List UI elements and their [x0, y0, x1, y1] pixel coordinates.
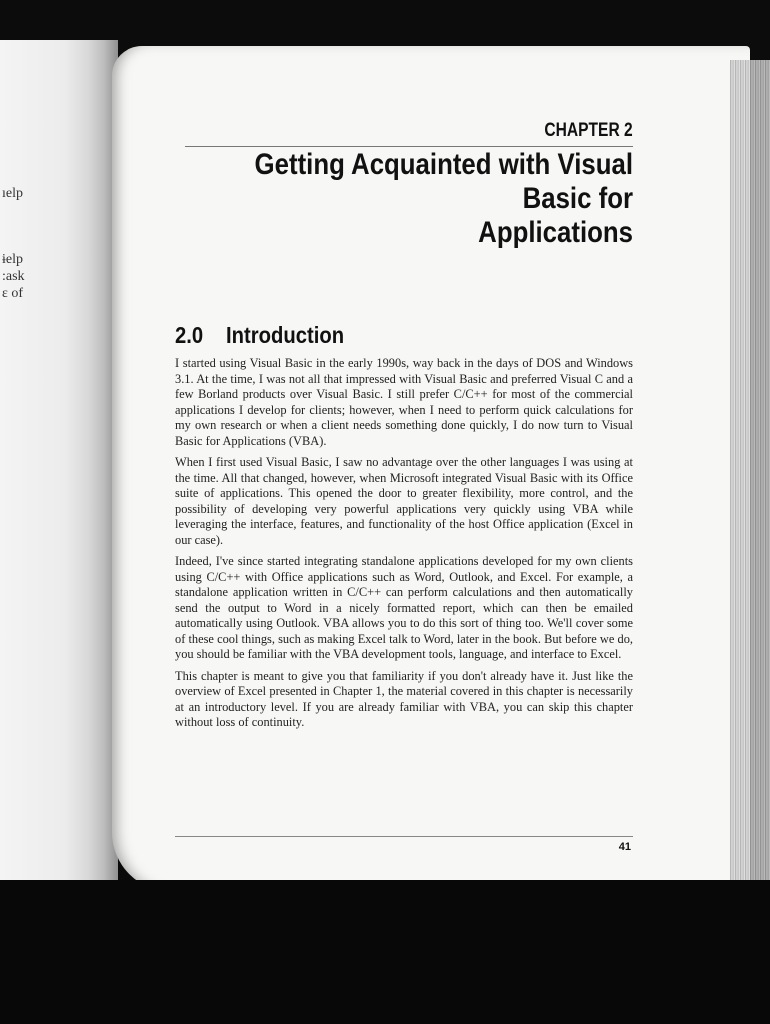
paragraph: Indeed, I've since started integrating standalone applications developed for my own clients using C/C++ with Office applications such as Word, Outlook, and Excel. For example, a standalone application written in C/C++ can perform calculations and then automatically send the output to Word in a nicely formatted report, which can then be emailed automatically using Outlook. VBA allows you to do this sort of thing too. We'll cover some of these cool things, such as making Excel talk to Word, later in the book. But before we do, you should be familiar with the VBA development tools, language, and interface to Excel. — [175, 554, 633, 661]
header-rule — [185, 146, 633, 147]
paragraph: When I first used Visual Basic, I saw no advantage over the other languages I was using at the time. All that changed, however, when Microsoft integrated Visual Basic with its Office suite of applications. This opened the door to greater flexibility, more control, and the possibility of developing very powerful applications very quickly using VBA while leveraging the interface, features, and functionality of the host Office application (Excel in our case). — [175, 455, 633, 547]
section-number: 2.0 — [175, 322, 204, 348]
scan-bottom-border — [0, 880, 770, 1024]
body-text — [175, 356, 633, 737]
previous-page-edge — [0, 40, 118, 940]
prev-page-fragment: ɨelp — [2, 252, 23, 267]
prev-page-fragment: ɛ of — [2, 286, 24, 301]
paragraph: I started using Visual Basic in the early 1990s, way back in the days of DOS and Windows 3.1. At the time, I was not all that impressed with Visual Basic and preferred Visual C and a few Borland products over Visual Basic. I still prefer C/C++ for most of the commercial applications I develop for clients; however, when I need to perform quick calculations for my own research or when a client needs something done quickly, I do now turn to Visual Basic for Applications (VBA). — [175, 356, 633, 448]
paragraph: This chapter is meant to give you that familiarity if you don't already have it. Just like the overview of Excel presented in Chapter 1, the material covered in this chapter is necessarily at an introductory level. If you are already familiar with VBA, you can skip this chapter without loss of continuity. — [175, 668, 633, 729]
chapter-label: CHAPTER 2 — [544, 120, 633, 141]
footer-rule — [175, 836, 633, 837]
page-number: 41 — [618, 841, 631, 853]
chapter-title-line: Getting Acquainted with Visual Basic for — [254, 148, 633, 215]
chapter-title-line: Applications — [478, 216, 633, 249]
prev-page-fragment: ıelp — [2, 186, 23, 201]
section-heading — [175, 322, 344, 349]
chapter-title — [186, 148, 633, 250]
section-title: Introduction — [226, 322, 345, 348]
page-stack-edge — [730, 60, 770, 900]
prev-page-fragment: :ask — [2, 269, 25, 284]
